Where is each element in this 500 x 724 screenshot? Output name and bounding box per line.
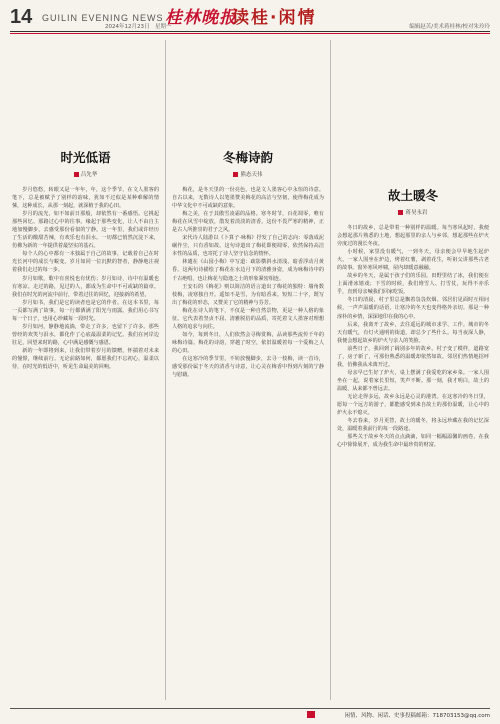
- article-author: [12, 170, 159, 178]
- submission-info: 闲情、风物、闲话、史事投稿邮箱：718703153@qq.com: [344, 713, 490, 719]
- issue-date: 2024年12月23日 星期一: [105, 24, 172, 30]
- paragraph: 岁月如书，我们是它的读者也是它的作者。在这本书里，每一页都写满了故事，每一行都洒满了阳光与雨露。我们用心书写每一个日子，也用心珍藏每一段时光。: [12, 299, 159, 322]
- page-number: 14: [10, 6, 33, 28]
- author-marker-icon: [74, 172, 79, 177]
- paragraph: 林逋在《山园小梅》中写道：疏影横斜水清浅，暗香浮动月黄昏。这两句诗描绘了梅花在水边月下的清雅身姿，成为咏梅诗中的千古绝唱，也让梅花与隐逸之士的形象紧密相连。: [172, 259, 324, 282]
- paragraph: 如今，每到冬日，人们依然会寻梅赏梅，品读那些流传千年的咏梅诗篇。梅花的诗韵，穿越了时空，依旧温暖着每一个爱梅之人的心田。: [172, 331, 324, 354]
- paragraph: 那些关于故乡冬天的点点滴滴，如同一幅幅温馨的画卷，在我心中徐徐展开，成为我生命中最珍贵的财富。: [337, 434, 489, 449]
- paragraph: 前些日子，我回到了阔别多年的故乡。村子变了模样，道路宽了，房子新了，可那份熟悉的温暖却依然如故。邻居们热情地招呼我，仿佛我从未离开过。: [337, 345, 489, 368]
- article-hometown-warm-winter: [337, 186, 489, 449]
- paragraph: 王安石的《梅花》则以简洁的语言道出了梅花的独特：墙角数枝梅，凌寒独自开。遥知不是雪，为有暗香来。短短二十字，既写出了梅花的形态，又赞美了它的精神与芬芳。: [172, 283, 324, 306]
- paragraph: 无论走得多远，故乡永远是心灵的港湾。在这寒冷的冬日里，愿每一个远方的游子，都能感受到来自故土的那份温暖，让心中的炉火永不熄灭。: [337, 393, 489, 417]
- newspaper-logo: 桂林晚报: [165, 8, 237, 28]
- paragraph: 梅花，是冬天里的一份亮色，也是文人墨客心中永恒的诗意。自古以来，无数诗人以笔墨赞美梅花的高洁与坚韧，使得梅花成为中华文化中不可或缺的意象。: [172, 187, 324, 210]
- paragraph: 梅花在诗人的笔下，不仅是一种自然景物，更是一种人格的象征。它代表着坚贞不屈、清雅脱俗的品质，寄托着文人墨客对理想人格的追求与向往。: [172, 307, 324, 330]
- author-marker-icon: [233, 172, 238, 177]
- page-header: [0, 0, 500, 36]
- article-title: 时光低语: [60, 150, 111, 165]
- header-divider: [10, 31, 490, 32]
- editor-credits: 编辑赵苦/美术蒋桂林/校对朱玲玲: [409, 24, 490, 30]
- paragraph: 岁月如河，静静地流淌，带走了许多，也留下了许多。那些曾经的欢笑与泪水，都化作了心底最温柔的记忆。我们在河岸边驻足，回望来时的路，心中满是感慨与感恩。: [12, 323, 159, 346]
- section-title: 读桂·闲情: [232, 8, 317, 28]
- article-time-whispers: [12, 148, 159, 371]
- author-name: 蒋昊永岩: [405, 210, 428, 216]
- header-accent-divider: [10, 33, 490, 34]
- article-title: 故土暖冬: [387, 188, 438, 203]
- paragraph: 岁月如歌，歌中有喜悦也有忧伤；岁月如诗，诗中有温暖也有寒凉。走过的路，见过的人，都成为生命中不可或缺的篇章。我们在时光的河流中前行，带着过往的回忆，迎接新的希望。: [12, 275, 159, 298]
- article-author: [337, 208, 489, 216]
- paragraph: 故乡的冬天，是属于孩子们的乐园。田野里结了冰，我们便在上面滑冰嬉戏；下雪的时候，我们堆雪人、打雪仗，玩得不亦乐乎，直到母亲喊我们回家吃饭。: [337, 273, 489, 296]
- author-name: 熊态天伟: [240, 172, 263, 178]
- paragraph: 小时候，家里没有暖气，一到冬天，母亲便会早早地生起炉火。一家人围坐在炉边，烤着红薯，剥着花生，听祖父讲那些古老的故事。窗外寒风呼啸，屋内却暖意融融。: [337, 249, 489, 272]
- paragraph: 冬日的清晨，村子里总是飘着袅袅炊烟。邻居们见面时互相问候，一声声温暖的话语，让寒冷的冬天也变得格外亲切。那是一种淳朴的乡情，深深地印在我的心中。: [337, 297, 489, 320]
- paragraph: 后来，我离开了故乡，去往遥远的城市求学、工作。城市的冬天有暖气，有灯火通明的街道，却总少了些什么。每当夜深人静，我便会想起故乡的炉火与亲人的笑脸。: [337, 321, 489, 344]
- author-name: 吕先华: [80, 172, 98, 178]
- article-body: [172, 186, 324, 379]
- paragraph: 梅之美，在于其傲雪凌霜的品格。寒冬时节，百花凋零，唯有梅花在风雪中绽放，散发着淡淡的清香。这份不畏严寒的精神，正是古人所推崇的君子之风。: [172, 211, 324, 234]
- paragraph: 在这寒冷的季节里，不妨放慢脚步，去寻一枝梅，读一首诗，感受那份属于冬天的清香与诗意，让心灵在梅香中得到片刻的宁静与慰藉。: [172, 355, 324, 379]
- paragraph: 岁月悠悠，转眼又是一年年，年，这个季节，在文人墨客的笔下，总是被赋予了别样的韵味，犹如不过似是某种难解的情愫，这种成长，从那一刻起，就深植于我的心田。: [12, 187, 159, 210]
- paragraph: 宋代诗人陆游以《卜算子·咏梅》抒发了自己的志向：零落成泥碾作尘，只有香如故。这句诗道出了梅花即便凋零，依然保持高洁本性的品质，也寄托了诗人坚守信念的情怀。: [172, 235, 324, 258]
- paragraph: 新的一年即将到来，让我们带着岁月的馈赠，怀揣着对未来的憧憬，继续前行。无论前路如何，都愿我们不忘初心，温柔以待，在时光的低语中，听见生命最美的回响。: [12, 347, 159, 371]
- column-divider: [165, 40, 166, 700]
- article-author: [172, 170, 324, 178]
- paragraph: 每个人的心中都有一本独属于自己的故事，记载着自己在时光长河中的成长与蜕变。岁月如同一位沉默的智者，静静地注视着我们走过的每一步。: [12, 251, 159, 274]
- column-divider: [330, 40, 331, 700]
- footer-marker-icon: [307, 711, 315, 718]
- paragraph: 冬日的故乡，总是带着一种别样的温暖。每当寒风起时，我便会想起那片熟悉的土地，想起那里的亲人与乡邻，想起那些在炉火旁度过的漫长冬夜。: [337, 225, 489, 248]
- paragraph: 岁月的流光，如不如前日那般，却依然有一番感悟。它挑起那些回忆、那路过心中的往事。缘起于那些变化，让人不由自主地加慢脚步，去感受那份看似的宁静。这一年里，我们或许经历了生活的酸甜苦辣，有欢乐也有泪水。一切都已悄然沉淀下来，仿佛为新的一年提供着最坚实的基石。: [12, 211, 159, 250]
- article-title: 冬梅诗韵: [222, 150, 273, 165]
- paragraph: 母亲早已生好了炉火，桌上摆满了我爱吃的家乡菜。一家人围坐在一起，说着家长里短，笑声不断。那一刻，我才明白，故土的温暖，从来都不曾远去。: [337, 369, 489, 392]
- author-marker-icon: [398, 210, 403, 215]
- article-body: [12, 186, 159, 371]
- paragraph: 冬去春来，岁月更替，故土的暖冬，将永远珍藏在我的记忆深处，温暖着我前行的每一段路途。: [337, 418, 489, 433]
- page-footer: [10, 708, 490, 720]
- publication-name-en: GUILIN EVENING NEWS: [42, 13, 164, 23]
- article-winter-plum-poetry: [172, 148, 324, 379]
- article-body: [337, 224, 489, 449]
